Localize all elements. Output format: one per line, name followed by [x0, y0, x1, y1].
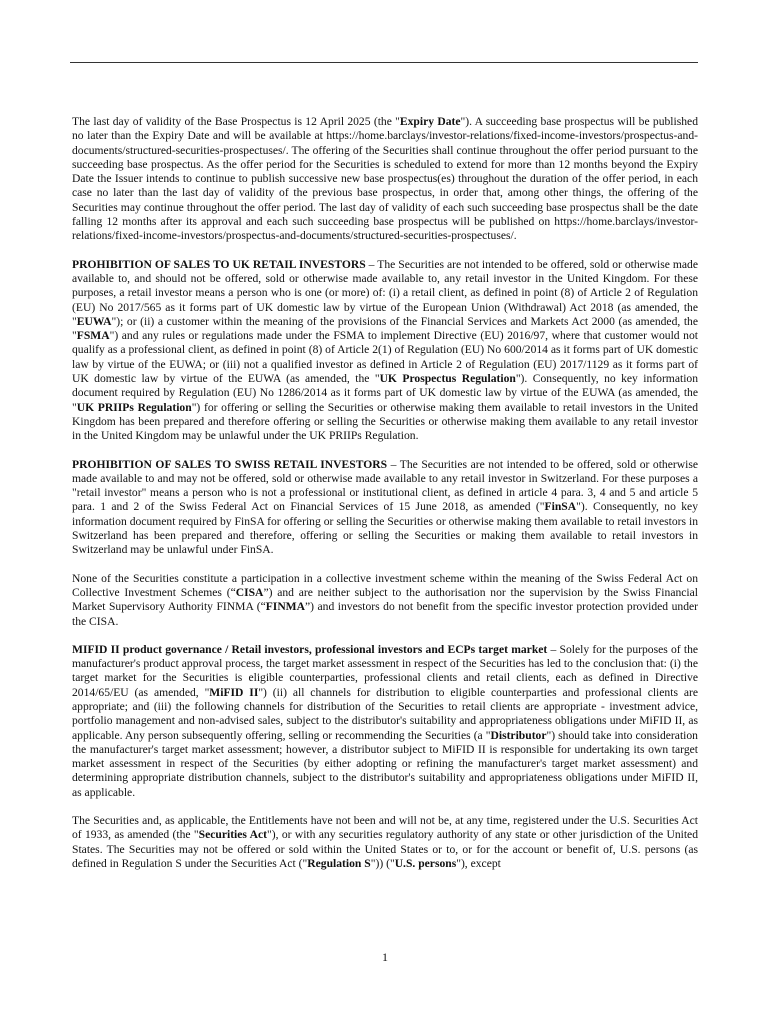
defined-term: UK PRIIPs Regulation — [76, 400, 192, 414]
paragraph-text: "), or with any securities regulatory authority of any state or other jurisdiction of the United States. The Securities may not be offered or sold within the United States or to, or for the account or benefit of, U.S. persons (as defined in Regulation S under the Securities Act (" — [72, 828, 699, 870]
paragraph — [72, 572, 698, 629]
paragraph-text: ”) and are neither subject to the authorisation nor the supervision by the Swiss Financial Market Supervisory Authority FINMA (“ — [72, 585, 698, 614]
paragraph-text: "). Consequently, no key information document required by FinSA for offering or selling the Securities or otherwise making them available to retail investors in Switzerland has been prepared and therefore, offering or selling the Securities or making them available to retail investors in Switzerland may be unlawful under FinSA. — [72, 500, 698, 557]
defined-term: PROHIBITION OF SALES TO UK RETAIL INVESTORS — [72, 257, 366, 271]
defined-term: UK Prospectus Regulation — [379, 372, 516, 386]
defined-term: EUWA — [76, 314, 112, 328]
paragraph-text: "). Consequently, no key information document required by Regulation (EU) No 1286/2014 as it forms part of UK domestic law by virtue of the EUWA (as amended, the " — [72, 372, 699, 414]
defined-term: PROHIBITION OF SALES TO SWISS RETAIL INVESTORS — [72, 457, 388, 471]
paragraph-text: None of the Securities constitute a participation in a collective investment scheme within the meaning of the Swiss Federal Act on Collective Investment Schemes (“ — [72, 571, 698, 599]
defined-term: FSMA — [76, 329, 110, 343]
defined-term: Expiry Date — [399, 115, 461, 128]
paragraph-text: ") (ii) all channels for distribution to eligible counterparties and professional clients are appropriate; and (iii) the following channels for distribution of the Securities to retail clients are appropriate - investment advice, portfolio management and non-advised sales, subject to the distributor's suitability and appropriateness obligations under MiFID II, as applicable. Any person subsequently offering, selling or recommending the Securities (a " — [72, 685, 698, 742]
paragraph-text: ") should take into consideration the manufacturer's target market assessment; however, a distributor subject to MiFID II is responsible for undertaking its own target market assessment in respect of the Securities (by either adopting or refining the manufacturer's target market assessment) and determining appropriate distribution channels, subject to the distributor's suitability and appropriateness obligations under MiFID II, as applicable. — [72, 728, 698, 799]
document-body — [72, 115, 698, 885]
paragraph-text: ") and any rules or regulations made under the FSMA to implement Directive (EU) 2016/97, where that customer would not qualify as a professional client, as defined in point (8) of Article 2(1) of Regulation (EU) No 600/2014 as it forms part of UK domestic law by virtue of the EUWA; or (iii) not a qualified investor as defined in Article 2 of Regulation (EU) 2017/1129 as it forms part of UK domestic law by virtue of the EUWA (as amended, the " — [72, 329, 698, 386]
paragraph — [72, 115, 698, 244]
paragraph-text: ") for offering or selling the Securities or otherwise making them available to retail investors in the United Kingdom has been prepared and therefore offering or selling the Securities or otherwise making them available to any retail investor in the United Kingdom may be unlawful under the UK PRIIPs Regulation. — [72, 400, 698, 443]
paragraph-text: ")) (" — [370, 856, 395, 870]
defined-term: CISA — [235, 585, 264, 599]
defined-term: Regulation S — [307, 856, 371, 870]
paragraph — [72, 258, 698, 444]
paragraph-text: – The Securities are not intended to be offered, sold or otherwise made available to and may not be offered, sold or otherwise made available to any retail investor in Switzerland. For these purposes a "retail investor" means a person who is not a professional or institutional client, as defined in article 4 para. 3, 4 and 5 and article 5 para. 1 and 2 of the Swiss Federal Act on Financial Services of 15 June 2018, as amended (" — [72, 457, 698, 514]
defined-term: FinSA — [544, 500, 577, 514]
defined-term: MiFID II — [209, 685, 259, 699]
paragraph-text: "); or (ii) a customer within the meaning of the provisions of the Financial Services and Markets Act 2000 (as amended, the " — [72, 314, 698, 343]
defined-term: U.S. persons — [394, 856, 457, 870]
paragraph — [72, 643, 698, 800]
paragraph-text: – The Securities are not intended to be offered, sold or otherwise made available to, and should not be offered, sold or otherwise made available to, any retail investor in the United Kingdom. For these purposes, a retail investor means a person who is one (or more) of: (i) a retail client, as defined in point (8) of Article 2 of Regulation (EU) No 2017/565 as it forms part of UK domestic law by virtue of the European Union (Withdrawal) Act 2018 (as amended, the " — [72, 257, 699, 328]
paragraph-text: The Securities and, as applicable, the Entitlements have not been and will not be, at any time, registered under the U.S. Securities Act of 1933, as amended (the " — [72, 814, 698, 842]
page-number: 1 — [382, 950, 388, 964]
paragraph-text: ”) and investors do not benefit from the specific investor protection provided under the CISA. — [72, 600, 699, 628]
paragraph — [72, 458, 698, 558]
paragraph-text: "), except — [456, 856, 501, 870]
paragraph-text: The last day of validity of the Base Prospectus is 12 April 2025 (the " — [72, 115, 400, 128]
paragraph — [72, 814, 698, 871]
defined-term: Distributor — [490, 728, 547, 742]
defined-term: FINMA — [265, 600, 306, 614]
defined-term: MIFID II product governance / Retail investors, professional investors and ECPs target market — [72, 642, 548, 656]
header-rule — [70, 62, 698, 63]
defined-term: Securities Act — [198, 828, 268, 842]
paragraph-text: "). A succeeding base prospectus will be published no later than the Expiry Date and will be available at https://home.barclays/investor-relations/fixed-income-investors/prospectus-and-documents/structured-securities-prospectuses/. The offering of the Securities shall continue throughout the offer period pursuant to the succeeding base prospectus. As the offer period for the Securities is scheduled to extend for more than 12 months beyond the Expiry Date the Issuer intends to continue to publish successive new base prospectus(es) throughout the duration of the offer period, in each case no later than the last day of validity of the previous base prospectus, in order that, among other things, the offering of the Securities may continue throughout the offer period. The last day of validity of each such succeeding base prospectus shall be the date falling 12 months after its approval and each such succeeding base prospectus will be published on https://home.barclays/investor-relations/fixed-income-investors/prospectus-and-documents/structured-securities-prospectuses/. — [72, 115, 698, 243]
paragraph-text: – Solely for the purposes of the manufacturer's product approval process, the target market assessment in respect of the Securities has led to the conclusion that: (i) the target market for the Securities is eligible counterparties, professional clients and retail clients, each as defined in Directive 2014/65/EU (as amended, " — [72, 642, 699, 699]
